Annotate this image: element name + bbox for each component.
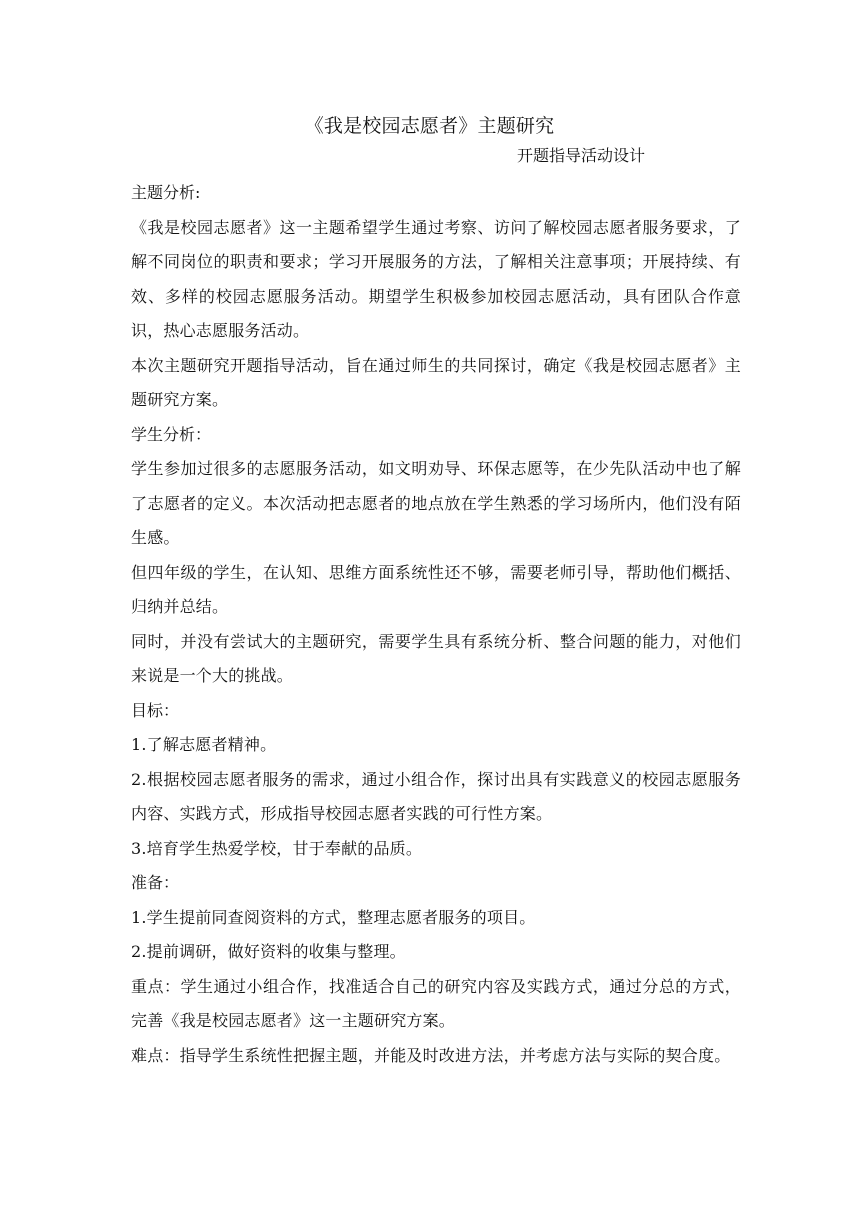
preparation-item-1: 1.学生提前同查阅资料的方式，整理志愿者服务的项目。: [131, 907, 536, 927]
paragraph-student-limitations: 但四年级的学生，在认知、思维方面系统性还不够，需要老师引导，帮助他们概括、归纳并总结。: [131, 562, 741, 616]
goal-item-1: 1.了解志愿者精神。: [131, 735, 277, 754]
paragraph-student-challenge: 同时，并没有尝试大的主题研究，需要学生具有系统分析、整合问题的能力，对他们来说是一个大的挑战。: [131, 631, 741, 685]
section-heading-preparation: 准备：: [131, 873, 180, 892]
preparation-item-2: 2.提前调研，做好资料的收集与整理。: [131, 942, 406, 961]
goal-item-2: 2.根据校园志愿者服务的需求，通过小组合作，探讨出具有实践意义的校园志愿服务内容、实践方式，形成指导校园志愿者实践的可行性方案。: [131, 769, 741, 823]
goal-item-3: 3.培育学生热爱学校，甘于奉献的品质。: [131, 838, 423, 858]
document-subtitle: 开题指导活动设计: [516, 146, 645, 165]
paragraph-key-point: 重点：学生通过小组合作，找准适合自己的研究内容及实践方式，通过分总的方式，完善《我是校园志愿者》这一主题研究方案。: [131, 976, 741, 1030]
paragraph-topic-description: 《我是校园志愿者》这一主题希望学生通过考察、访问了解校园志愿者服务要求，了解不同岗位的职责和要求；学习开展服务的方法，了解相关注意事项；开展持续、有效、多样的校园志愿服务活动。期望学生积极参加校园志愿活动，具有团队合作意识，热心志愿服务活动。: [131, 217, 741, 340]
section-heading-topic-analysis: 主题分析:: [131, 183, 201, 202]
section-heading-goals: 目标：: [131, 700, 180, 720]
section-heading-student-analysis: 学生分析：: [131, 424, 212, 444]
paragraph-activity-purpose: 本次主题研究开题指导活动，旨在通过师生的共同探讨，确定《我是校园志愿者》主题研究方案。: [131, 355, 741, 409]
document-title: 《我是校园志愿者》主题研究: [304, 115, 555, 137]
paragraph-difficulty: 难点：指导学生系统性把握主题，并能及时改进方法，并考虑方法与实际的契合度。: [131, 1045, 731, 1065]
paragraph-student-experience: 学生参加过很多的志愿服务活动，如文明劝导、环保志愿等，在少先队活动中也了解了志愿者的定义。本次活动把志愿者的地点放在学生熟悉的学习场所内，他们没有陌生感。: [131, 459, 741, 547]
